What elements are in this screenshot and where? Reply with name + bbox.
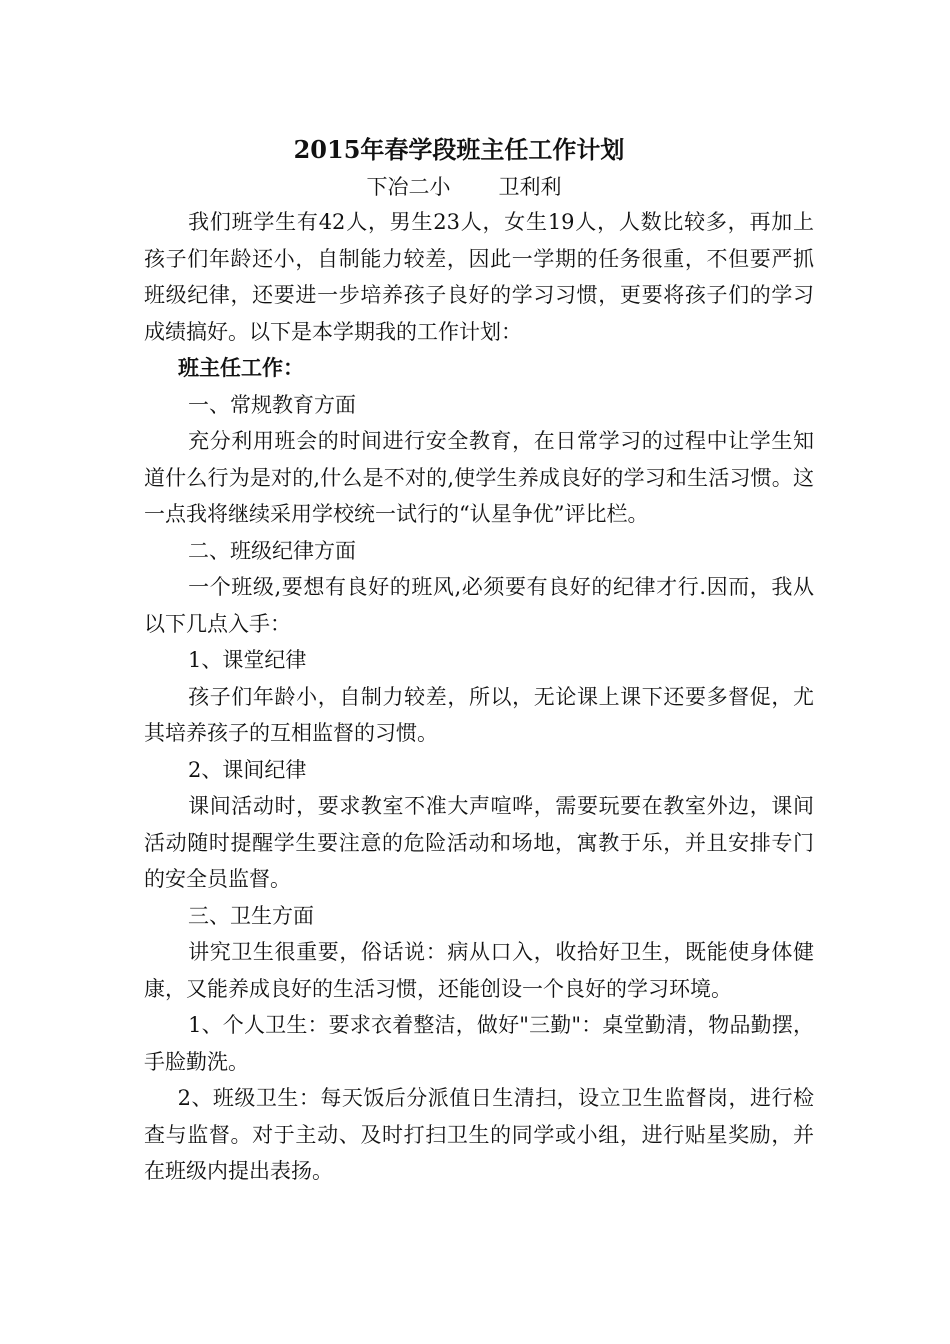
section-1-heading: 一、常规教育方面 [188,392,356,417]
section-2-2-body: 课间活动时，要求教室不准大声喧哗，需要玩要在教室外边，课间活动随时提醒学生要注意的危险活动和场地，寓教于乐，并且安排专门的安全员监督。 [144,794,814,891]
author-school: 下冶二小 [366,175,451,199]
section-1-body: 充分利用班会的时间进行安全教育，在日常学习的过程中让学生知道什么行为是对的,什么是不对的,使学生养成良好的学习和生活习惯。这一点我将继续采用学校统一试行的“认星争优”评比栏。 [144,429,814,526]
section-2-1-heading: 1、课堂纪律 [188,648,307,672]
section-3-body: 讲究卫生很重要，俗话说：病从口入，收拾好卫生，既能使身体健康，又能养成良好的生活习惯，还能创设一个良好的学习环境。 [144,940,814,1001]
section-3-item-1: 1、个人卫生：要求衣着整洁，做好"三勤"：桌堂勤清，物品勤摆，手脸勤洗。 [144,1013,814,1074]
intro-paragraph: 我们班学生有42人，男生23人，女生19人，人数比较多，再加上孩子们年龄还小，自制能力较差，因此一学期的任务很重，不但要严抓班级纪律，还要进一步培养孩子良好的学习习惯，更要将孩子们的学习成绩搞好。以下是本学期我的工作计划： [144,210,814,344]
section-2-body: 一个班级,要想有良好的班风,必须要有良好的纪律才行.因而，我从以下几点入手： [144,575,814,636]
author-line [114,170,814,204]
section-2-1-body: 孩子们年龄小，自制力较差，所以，无论课上课下还要多督促，尤其培养孩子的互相监督的习惯。 [144,684,814,745]
section-heading: 班主任工作： [178,355,304,380]
document-page [144,130,814,1190]
document-title: 2015年春学段班主任工作计划 [293,135,625,164]
section-3-item-2: 2、班级卫生：每天饭后分派值日生清扫，设立卫生监督岗，进行检查与监督。对于主动、及时打扫卫生的同学或小组，进行贴星奖励，并在班级内提出表扬。 [144,1086,814,1183]
section-2-heading: 二、班级纪律方面 [188,538,356,563]
section-2-2-heading: 2、课间纪律 [188,757,307,782]
section-3-heading: 三、卫生方面 [188,903,314,928]
author-name: 卫利利 [498,175,562,199]
